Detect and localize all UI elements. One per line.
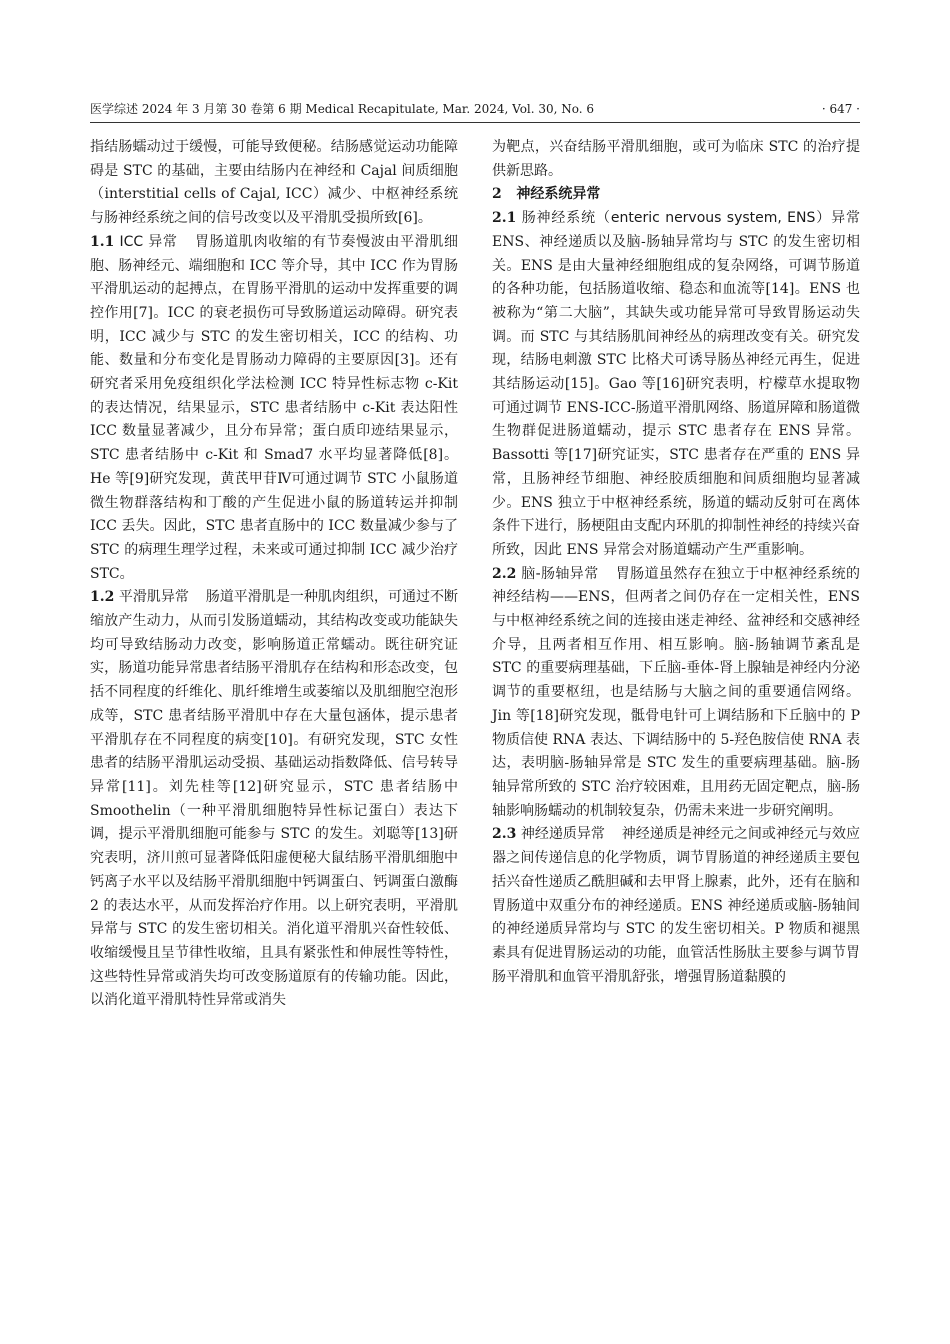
left-column	[90, 136, 458, 1013]
section-title: 神经系统异常	[516, 186, 601, 203]
section-1-2	[90, 586, 458, 1013]
section-2-heading	[492, 183, 860, 207]
section-2-2	[492, 563, 860, 824]
section-text: 胃肠道虽然存在独立于中枢神经系统的神经结构——ENS，但两者之间仍存在一定相关性，ENS 与中枢神经系统之间的连接由迷走神经、盆神经和交感神经介导，且两者相互作用、相互影响。脑-肠轴调节紊乱是 STC 的重要病理基础，下丘脑-垂体-肾上腺轴是神经内分泌调节的重要枢纽，也是结肠与大脑之间的重要通信网络。Jin 等[18]研究发现，骶骨电针可上调结肠和下丘脑中的 P 物质信使 RNA 表达、下调结肠中的 5-羟色胺信使 RNA 表达，表明脑-肠轴异常是 STC 发生的重要病理基础。脑-肠轴异常所致的 STC 治疗较困难，且用药无固定靶点，脑-肠轴影响肠蠕动的机制较复杂，仍需未来进一步研究阐明。	[492, 565, 860, 819]
section-title: 肠神经系统（enteric nervous system, ENS）异常	[521, 210, 860, 227]
section-text: ENS、神经递质以及脑-肠轴异常均与 STC 的发生密切相关。ENS 是由大量神经细胞组成的复杂网络，可调节肠道的各种功能，包括肠道收缩、稳态和血流等[14]。ENS 也被称为“第二大脑”，其缺失或功能异常可导致胃肠运动失调。而 STC 与其结肠肌间神经丛的病理改变有关。研究发现，结肠电刺激 STC 比格犬可诱导肠丛神经元再生，促进其结肠运动[15]。Gao 等[16]研究表明，柠檬草水提取物可通过调节 ENS-ICC-肠道平滑肌网络、肠道屏障和肠道微生物群促进肠道蠕动，提示 STC 患者存在 ENS 异常。Bassotti 等[17]研究证实，STC 患者存在严重的 ENS 异常，且肠神经节细胞、神经胶质细胞和间质细胞均显著减少。ENS 独立于中枢神经系统，肠道的蠕动反射可在离体条件下进行，肠梗阻由支配内环肌的抑制性神经的持续兴奋所致，因此 ENS 异常会对肠道蠕动产生严重影响。	[492, 233, 860, 558]
section-number: 1.2	[90, 589, 115, 606]
section-title: 平滑肌异常	[118, 589, 189, 606]
header-rule	[90, 122, 860, 123]
section-text: 神经递质是神经元之间或神经元与效应器之间传递信息的化学物质，调节胃肠道的神经递质主要包括兴奋性递质乙酰胆碱和去甲肾上腺素，此外，还有在脑和胃肠道中双重分布的神经递质。ENS 神经递质或脑-肠轴间的神经递质异常均与 STC 的发生密切相关。P 物质和褪黑素具有促进胃肠运动的功能，血管活性肠肽主要参与调节胃肠平滑肌和血管平滑肌舒张，增强胃肠道黏膜的	[492, 826, 861, 985]
section-1-1	[90, 231, 458, 587]
running-header	[90, 100, 860, 118]
paragraph-continued: 为靶点，兴奋结肠平滑肌细胞，或可为临床 STC 的治疗提供新思路。	[492, 139, 860, 179]
section-number: 2	[492, 186, 502, 203]
section-title: 神经递质异常	[520, 826, 605, 843]
paragraph-continued: 指结肠蠕动过于缓慢，可能导致便秘。结肠感觉运动功能障碍是 STC 的基础，主要由结肠内在神经和 Cajal 间质细胞（interstitial cells of Cajal, ICC）减少、中枢神经系统与肠神经系统之间的信号改变以及平滑肌受损所致[6]。	[90, 139, 458, 227]
page-number: · 647 ·	[821, 102, 860, 116]
journal-info: 医学综述 2024 年 3 月第 30 卷第 6 期 Medical Recapitulate, Mar. 2024, Vol. 30, No. 6	[90, 102, 595, 116]
section-2-3	[492, 823, 860, 989]
section-number: 1.1	[90, 233, 115, 250]
section-title: 脑-肠轴异常	[521, 565, 599, 582]
section-number: 2.1	[492, 210, 517, 227]
section-text: 肠道平滑肌是一种肌肉组织，可通过不断缩放产生动力，从而引发肠道蠕动，其结构改变或功能缺失均可导致结肠动力改变，影响肠道正常蠕动。既往研究证实，肠道功能异常患者结肠平滑肌存在结构和形态改变，包括不同程度的纤维化、肌纤维增生或萎缩以及肌细胞空泡形成等，STC 患者结肠平滑肌中存在大量包涵体，提示患者平滑肌存在不同程度的病变[10]。有研究发现，STC 女性患者的结肠平滑肌运动受损、基础运动指数降低、信号转导异常[11]。刘先桂等[12]研究显示，STC 患者结肠中 Smoothelin（一种平滑肌细胞特异性标记蛋白）表达下调，提示平滑肌细胞可能参与 STC 的发生。刘聪等[13]研究表明，济川煎可显著降低阳虚便秘大鼠结肠平滑肌细胞中钙离子水平以及结肠平滑肌细胞中钙调蛋白、钙调蛋白激酶 2 的表达水平，从而发挥治疗作用。以上研究表明，平滑肌异常与 STC 的发生密切相关。消化道平滑肌兴奋性较低、收缩缓慢且呈节律性收缩，且具有紧张性和伸展性等特性，这些特性异常或消失均可改变肠道原有的传输功能。因此，以消化道平滑肌特性异常或消失	[90, 589, 459, 1009]
section-number: 2.2	[492, 565, 517, 582]
section-text: 胃肠道肌肉收缩的有节奏慢波由平滑肌细胞、肠神经元、端细胞和 ICC 等介导，其中 ICC 作为胃肠平滑肌运动的起搏点，在胃肠平滑肌的运动中发挥重要的调控作用[7]。ICC 的衰老损伤可导致肠道运动障碍。研究表明，ICC 减少与 STC 的发生密切相关，ICC 的结构、功能、数量和分布变化是胃肠动力障碍的主要原因[3]。还有研究者采用免疫组织化学法检测 ICC 特异性标志物 c-Kit 的表达情况，结果显示，STC 患者结肠中 c-Kit 表达阳性 ICC 数量显著减少，且分布异常；蛋白质印迹结果显示，STC 患者结肠中 c-Kit 和 Smad7 水平均显著降低[8]。He 等[9]研究发现，黄芪甲苷Ⅳ可通过调节 STC 小鼠肠道微生物群落结构和丁酸的产生促进小鼠的肠道转运并抑制 ICC 丢失。因此，STC 患者直肠中的 ICC 数量减少参与了 STC 的病理生理学过程，未来或可通过抑制 ICC 减少治疗 STC。	[90, 233, 459, 582]
section-title: ICC 异常	[119, 233, 178, 250]
section-2-1	[492, 207, 860, 563]
section-number: 2.3	[492, 826, 517, 843]
right-column	[492, 136, 860, 989]
